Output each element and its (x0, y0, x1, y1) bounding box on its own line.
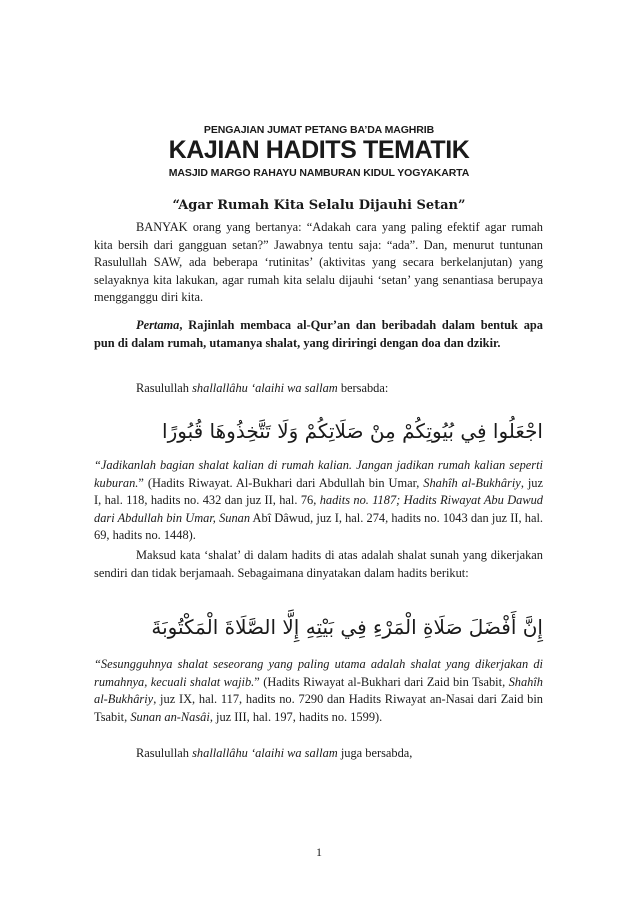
translation-two-source-a: Shahîh al-Bukhâriy (94, 674, 543, 706)
article-title: “Agar Rumah Kita Selalu Dijauhi Setan” (172, 198, 466, 213)
explain-paragraph: Maksud kata ‘shalat’ di dalam hadits di atas adalah shalat sunah yang dikerjakan sendiri dan tidak berjamaah. Sebagaimana dinyatakan dalam hadits berikut: (94, 548, 543, 580)
header-title: KAJIAN HADITS TEMATIK (168, 136, 470, 164)
sabda-one-line (94, 380, 543, 398)
header-kicker: PENGAJIAN JUMAT PETANG BA’DA MAGHRIB (203, 124, 435, 136)
sabda-one-prefix: Rasulullah (136, 381, 193, 395)
sabda-two-prefix: Rasulullah (136, 746, 193, 760)
sabda-two-line (94, 745, 543, 763)
sabda-one-honorific: shallallâhu ‘alaihi wa sallam (192, 381, 338, 395)
arabic-hadith-two: إِنَّ أَفْضَلَ صَلَاةِ الْمَرْءِ فِي بَيْتِهِ إِلَّا الصَّلَاةَ الْمَكْتُوبَةَ (151, 615, 543, 639)
sabda-one-suffix: bersabda: (337, 381, 389, 395)
arabic-hadith-one: اجْعَلُوا فِي بُيُوتِكُمْ مِنْ صَلَاتِكُمْ وَلَا تَتَّخِذُوهَا قُبُورًا (162, 419, 543, 443)
translation-two-citation-c: , juz III, hal. 197, hadits no. 1599). (209, 709, 383, 724)
translation-two-citation-a: ” (Hadits Riwayat al-Bukhari dari Zaid bin Tsabit, (254, 674, 509, 689)
translation-two-paragraph (94, 656, 543, 726)
header-venue: MASJID MARGO RAHAYU NAMBURAN KIDUL YOGYAKARTA (168, 167, 470, 179)
translation-one-source-b: hadits no. 1187; Hadits Riwayat Abu Dawud dari Abdullah bin Umar, Sunan (94, 493, 543, 525)
translation-two-citation-b: , juz IX, hal. 117, hadits no. 7290 dan Hadits Riwayat an-Nasai dari Zaid bin Tsabit, (94, 692, 543, 724)
point-one-paragraph (94, 317, 543, 352)
sabda-two-suffix: juga bersabda, (337, 746, 413, 760)
translation-one-citation-b: , juz I, hal. 118, hadits no. 432 dan juz II, hal. 76, (94, 475, 543, 507)
translation-one-quote: “Jadikanlah bagian shalat kalian di rumah kalian. Jangan jadikan rumah kalian seperti kuburan. (94, 458, 543, 490)
sabda-two-honorific: shallallâhu ‘alaihi wa sallam (192, 746, 338, 760)
page-number: 1 (316, 845, 322, 859)
intro-paragraph: BANYAK orang yang bertanya: “Adakah cara yang paling efektif agar rumah kita bersih dari gangguan setan?” Jawabnya tentu saja: “ada”. Dan, menurut tuntunan Rasulullah SAW, ada beberapa ‘rutinitas’ (aktivitas yang secara berkelanjutan) yang selayaknya kita lakukan, agar rumah kita selalu dijauhi ‘setan’ yang senantiasa berupaya mengganggu diri kita. (94, 220, 543, 304)
point-one-text: , Rajinlah membaca al-Qur’an dan beribadah dalam bentuk apa pun di dalam rumah, utamanya shalat, yang diriringi dengan doa dan dzikir. (94, 318, 543, 350)
point-one-label: Pertama (136, 318, 180, 332)
translation-two-quote: “Sesungguhnya shalat seseorang yang paling utama adalah shalat yang dikerjakan di rumahnya, kecuali shalat wajib. (94, 657, 543, 689)
translation-one-citation-c: Abî Dâwud, juz I, hal. 274, hadits no. 1043 dan juz II, hal. 69, hadits no. 1448). (94, 510, 543, 542)
translation-one-paragraph (94, 457, 543, 545)
translation-one-citation-a: ” (Hadits Riwayat. Al-Bukhari dari Abdullah bin Umar, (138, 475, 424, 490)
translation-two-source-b: Sunan an-Nasâi (130, 709, 210, 724)
translation-one-source-a: Shahîh al-Bukhâriy (423, 475, 521, 490)
